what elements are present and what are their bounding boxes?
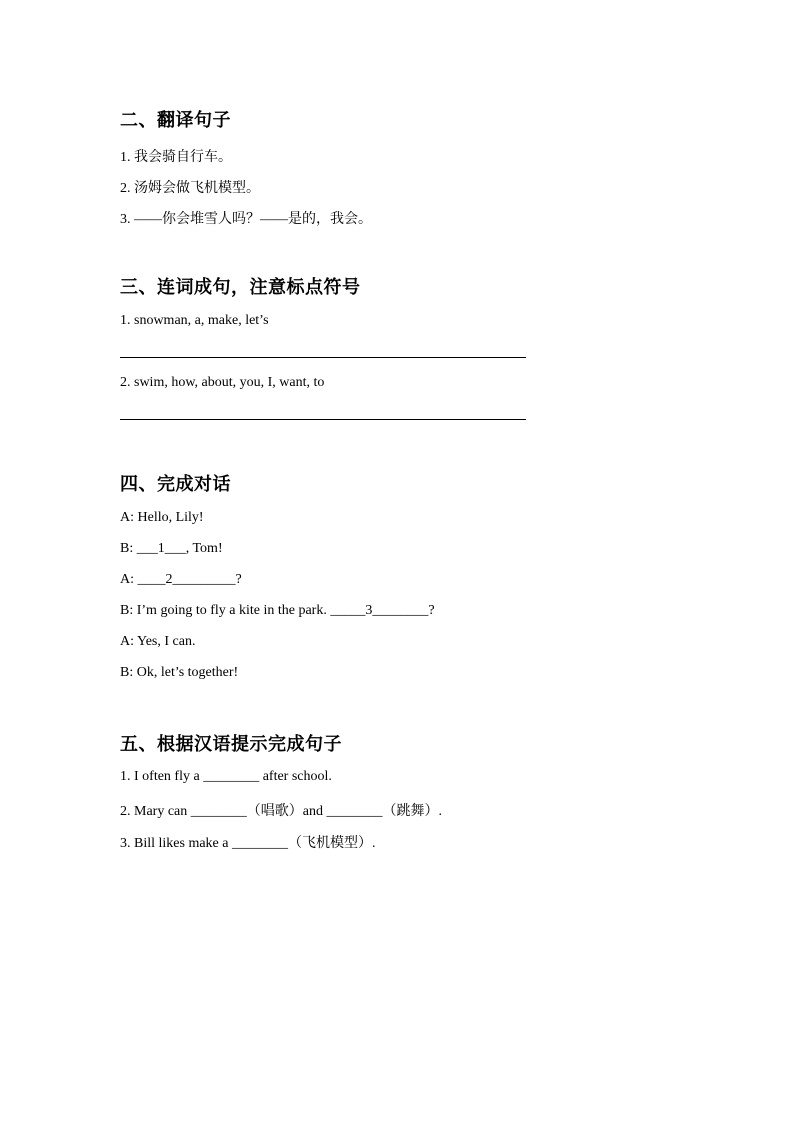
dialogue-blank-2[interactable]: ____2_________ [137,572,236,587]
dialogue-line-2-suffix: , Tom! [185,541,223,556]
translate-item-3: 3. ——你会堆雪人吗？——是的，我会。 [120,212,372,227]
dialogue-line-5: A: Yes, I can. [120,634,196,649]
section-3-title: 三、连词成句，注意标点符号 [120,277,361,298]
translate-item-1: 1. 我会骑自行车。 [120,150,232,165]
complete-item-3-prefix: 3. Bill likes make a [120,836,232,851]
answer-line-2[interactable] [120,419,526,420]
dialogue-line-3-suffix: ? [235,572,242,587]
dialogue-line-2 [120,541,223,557]
dialogue-line-3-prefix: A: [120,572,138,587]
complete-item-1-prefix: 1. I often fly a [120,769,204,784]
dialogue-blank-1[interactable]: ___1___ [136,541,186,556]
section-2-title: 二、翻译句子 [120,110,231,131]
dialogue-line-1: A: Hello, Lily! [120,510,204,525]
answer-line-1[interactable] [120,357,526,358]
dialogue-line-6: B: Ok, let’s together! [120,665,239,680]
dialogue-line-4 [120,603,435,619]
dialogue-line-2-prefix: B: [120,541,137,556]
complete-item-2-prefix: 2. Mary can [120,804,191,819]
complete-blank-2b[interactable]: ________ [326,804,383,819]
complete-blank-1[interactable]: ________ [203,769,260,784]
dialogue-blank-3[interactable]: _____3________ [330,603,429,618]
dialogue-line-4-suffix: ? [428,603,435,618]
complete-item-1-suffix: after school. [259,769,332,784]
section-5-title: 五、根据汉语提示完成句子 [120,734,342,755]
complete-blank-2a[interactable]: ________ [190,804,247,819]
complete-item-2-suffix: （跳舞）. [382,804,442,819]
complete-item-1 [120,769,332,785]
translate-item-2: 2. 汤姆会做飞机模型。 [120,181,260,196]
complete-item-3-suffix: （飞机模型）. [287,836,376,851]
word-order-item-2: 2. swim, how, about, you, I, want, to [120,375,325,390]
section-4-title: 四、完成对话 [120,474,231,495]
complete-item-3 [120,832,375,852]
word-order-item-1: 1. snowman, a, make, let’s [120,313,269,328]
dialogue-line-3 [120,572,242,588]
complete-item-2 [120,800,442,820]
complete-item-2-middle: （唱歌）and [246,804,327,819]
complete-blank-3[interactable]: ________ [231,836,288,851]
dialogue-line-4-prefix: B: I’m going to fly a kite in the park. [120,603,331,618]
